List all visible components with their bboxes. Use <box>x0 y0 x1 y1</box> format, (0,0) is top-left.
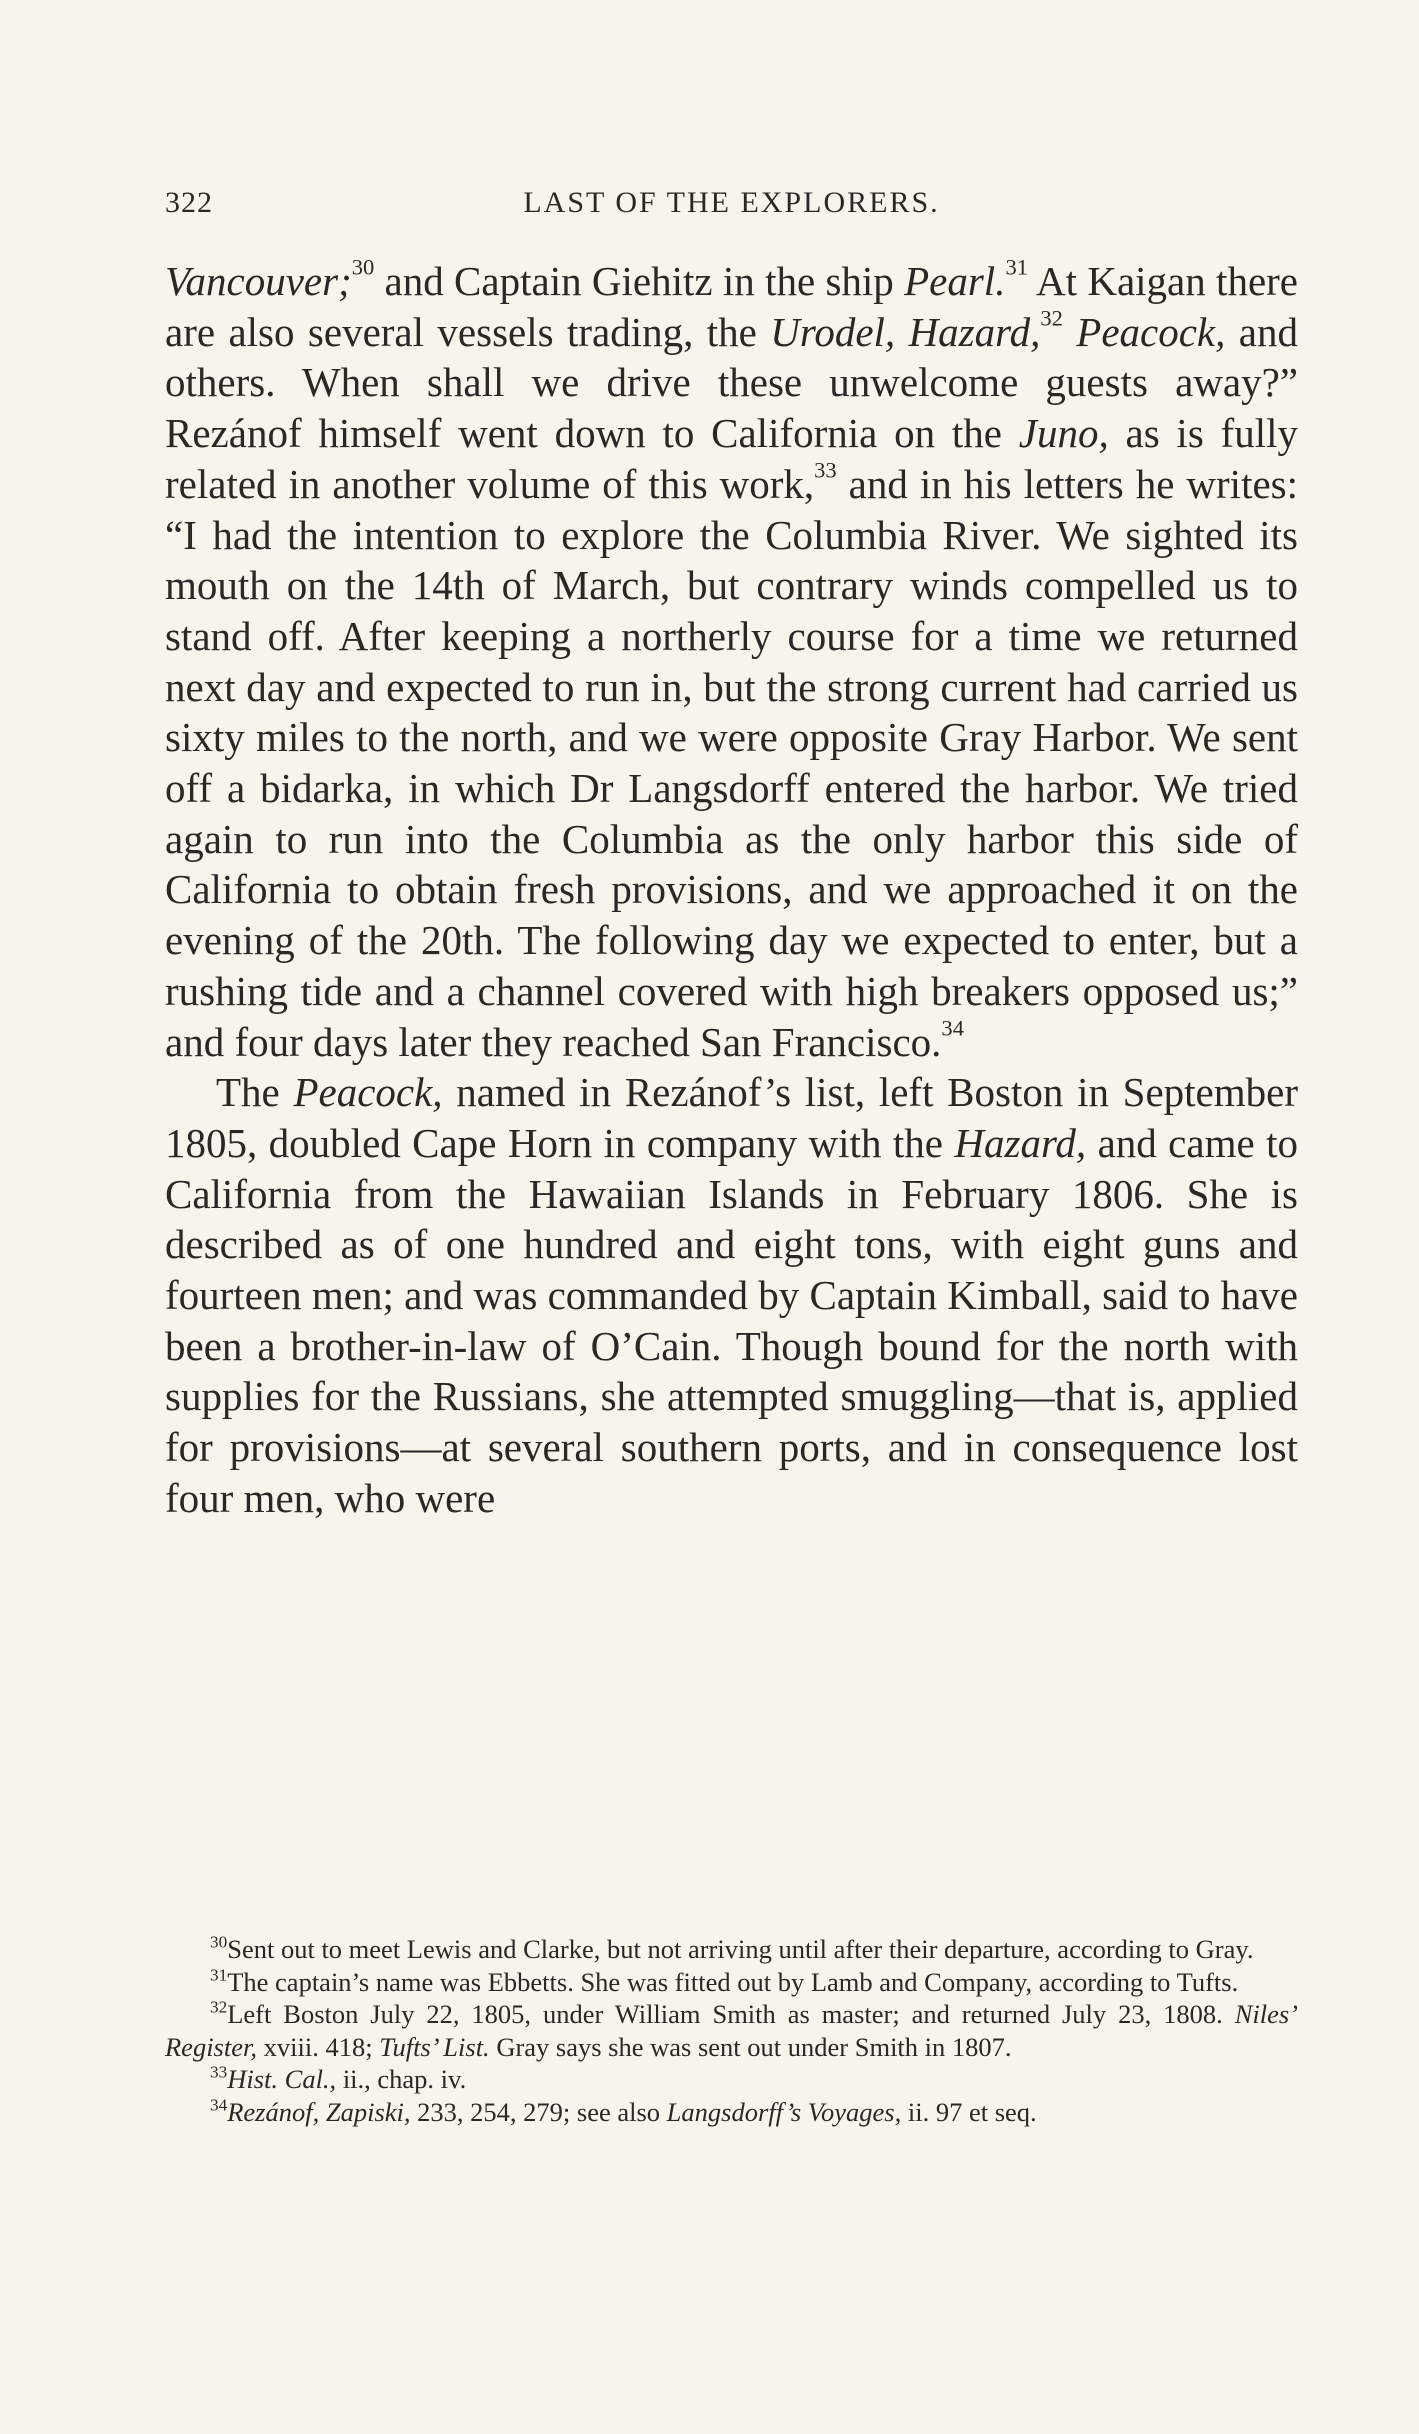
footnote-number: 31 <box>210 1965 228 1985</box>
text-run: named in Rezánof’s list, left Boston in September 1805, doubled Cape Horn in company with the <box>165 1069 1298 1166</box>
citation-title: Niles’ Register, <box>165 1999 1298 2062</box>
text-run <box>1063 309 1076 355</box>
text-run: and in his letters he writes: “I had the intention to explore the Columbia River. We sighted its mouth on the 14th of March, but contrary winds compelled us to stand off. After keeping a northerly course for a time we returned next day and expected to run in, but the strong current had carried us sixty miles to the north, and we were opposite Gray Harbor. We sent off a bidarka, in which Dr Langsdorff entered the harbor. We tried again to run into the Columbia as the only harbor this side of California to obtain fresh provisions, and we approached it on the evening of the 20th. The following day we expected to enter, but a rushing tide and a channel covered with high breakers opposed us;” and four days later they reached San Francisco. <box>165 460 1299 1065</box>
ship-name: Pearl. <box>904 258 1006 304</box>
running-head <box>165 186 1298 236</box>
footnote-ref-32[interactable]: 32 <box>1040 305 1063 331</box>
footnote-30 <box>165 1933 1298 1966</box>
footnote-number: 30 <box>210 1932 228 1952</box>
footnote-34 <box>165 2096 1298 2129</box>
text-run: and others. When shall we drive these unwelcome guests away?” Rezánof himself went down to California on the <box>165 308 1298 457</box>
footnote-text: ii. 97 et seq. <box>901 2096 1037 2127</box>
ship-name: Vancouver; <box>165 258 352 304</box>
footnote-text: Left Boston July 22, 1805, under William Smith as master; and returned July 23, 1808. <box>227 1999 1235 2030</box>
page-number: 322 <box>165 186 213 219</box>
footnote-text: Sent out to meet Lewis and Clarke, but not arriving until after their departure, according to Gray. <box>227 1934 1254 1964</box>
ship-name: Juno, <box>1018 410 1109 457</box>
footnote-number: 33 <box>210 2063 228 2083</box>
footnote-33 <box>165 2063 1298 2096</box>
footnote-text: The captain’s name was Ebbetts. She was fitted out by Lamb and Company, according to Tufts. <box>227 1966 1239 1997</box>
text-run: and Captain Giehitz in the ship <box>374 258 905 304</box>
footnote-number: 32 <box>210 1997 228 2017</box>
text-run: At Kaigan there are also several vessels trading, the <box>165 258 1298 355</box>
footnote-text: Gray says she was sent out under Smith in 1807. <box>489 2031 1012 2062</box>
text-run: as is fully related in another volume of this work, <box>165 410 1298 507</box>
running-title: LAST OF THE EXPLORERS. <box>523 186 940 219</box>
body-text <box>165 256 1298 1524</box>
citation-title: Tufts’ List. <box>379 2031 490 2062</box>
footnote-number: 34 <box>210 2095 228 2115</box>
footnote-ref-34[interactable]: 34 <box>941 1015 964 1041</box>
footnote-32 <box>165 1998 1298 2063</box>
footnote-text: ii., chap. iv. <box>336 2064 467 2095</box>
paragraph-1 <box>165 256 1298 1067</box>
citation-title: Langsdorff’s Voyages, <box>666 2096 902 2127</box>
footnotes <box>165 1933 1298 2129</box>
ship-name: Urodel, Hazard, <box>770 308 1041 355</box>
footnote-text: 233, 254, 279; see also <box>410 2096 667 2127</box>
text-run: The <box>216 1069 294 1116</box>
citation-title: Hist. Cal., <box>227 2064 337 2095</box>
footnote-text: xviii. 418; <box>257 2031 380 2062</box>
ship-name: Hazard, <box>954 1119 1087 1166</box>
footnote-ref-30[interactable]: 30 <box>351 254 375 280</box>
footnote-ref-33[interactable]: 33 <box>814 457 837 483</box>
citation-title: Rezánof, Zapiski, <box>227 2096 411 2127</box>
ship-name: Peacock, <box>293 1069 443 1116</box>
ship-name: Peacock, <box>1076 308 1226 355</box>
footnote-31 <box>165 1966 1298 1999</box>
footnote-ref-31[interactable]: 31 <box>1005 254 1028 280</box>
paragraph-2 <box>165 1067 1298 1523</box>
text-run: and came to California from the Hawaiian Islands in February 1806. She is described as of one hundred and eight tons, with eight guns and fourteen men; and was commanded by Captain Kimball, said to have been a brother-in-law of O’Cain. Though bound for the north with supplies for the Russians, she attempted smuggling—that is, applied for provisions—at several southern ports, and in consequence lost four men, who were <box>165 1119 1298 1521</box>
